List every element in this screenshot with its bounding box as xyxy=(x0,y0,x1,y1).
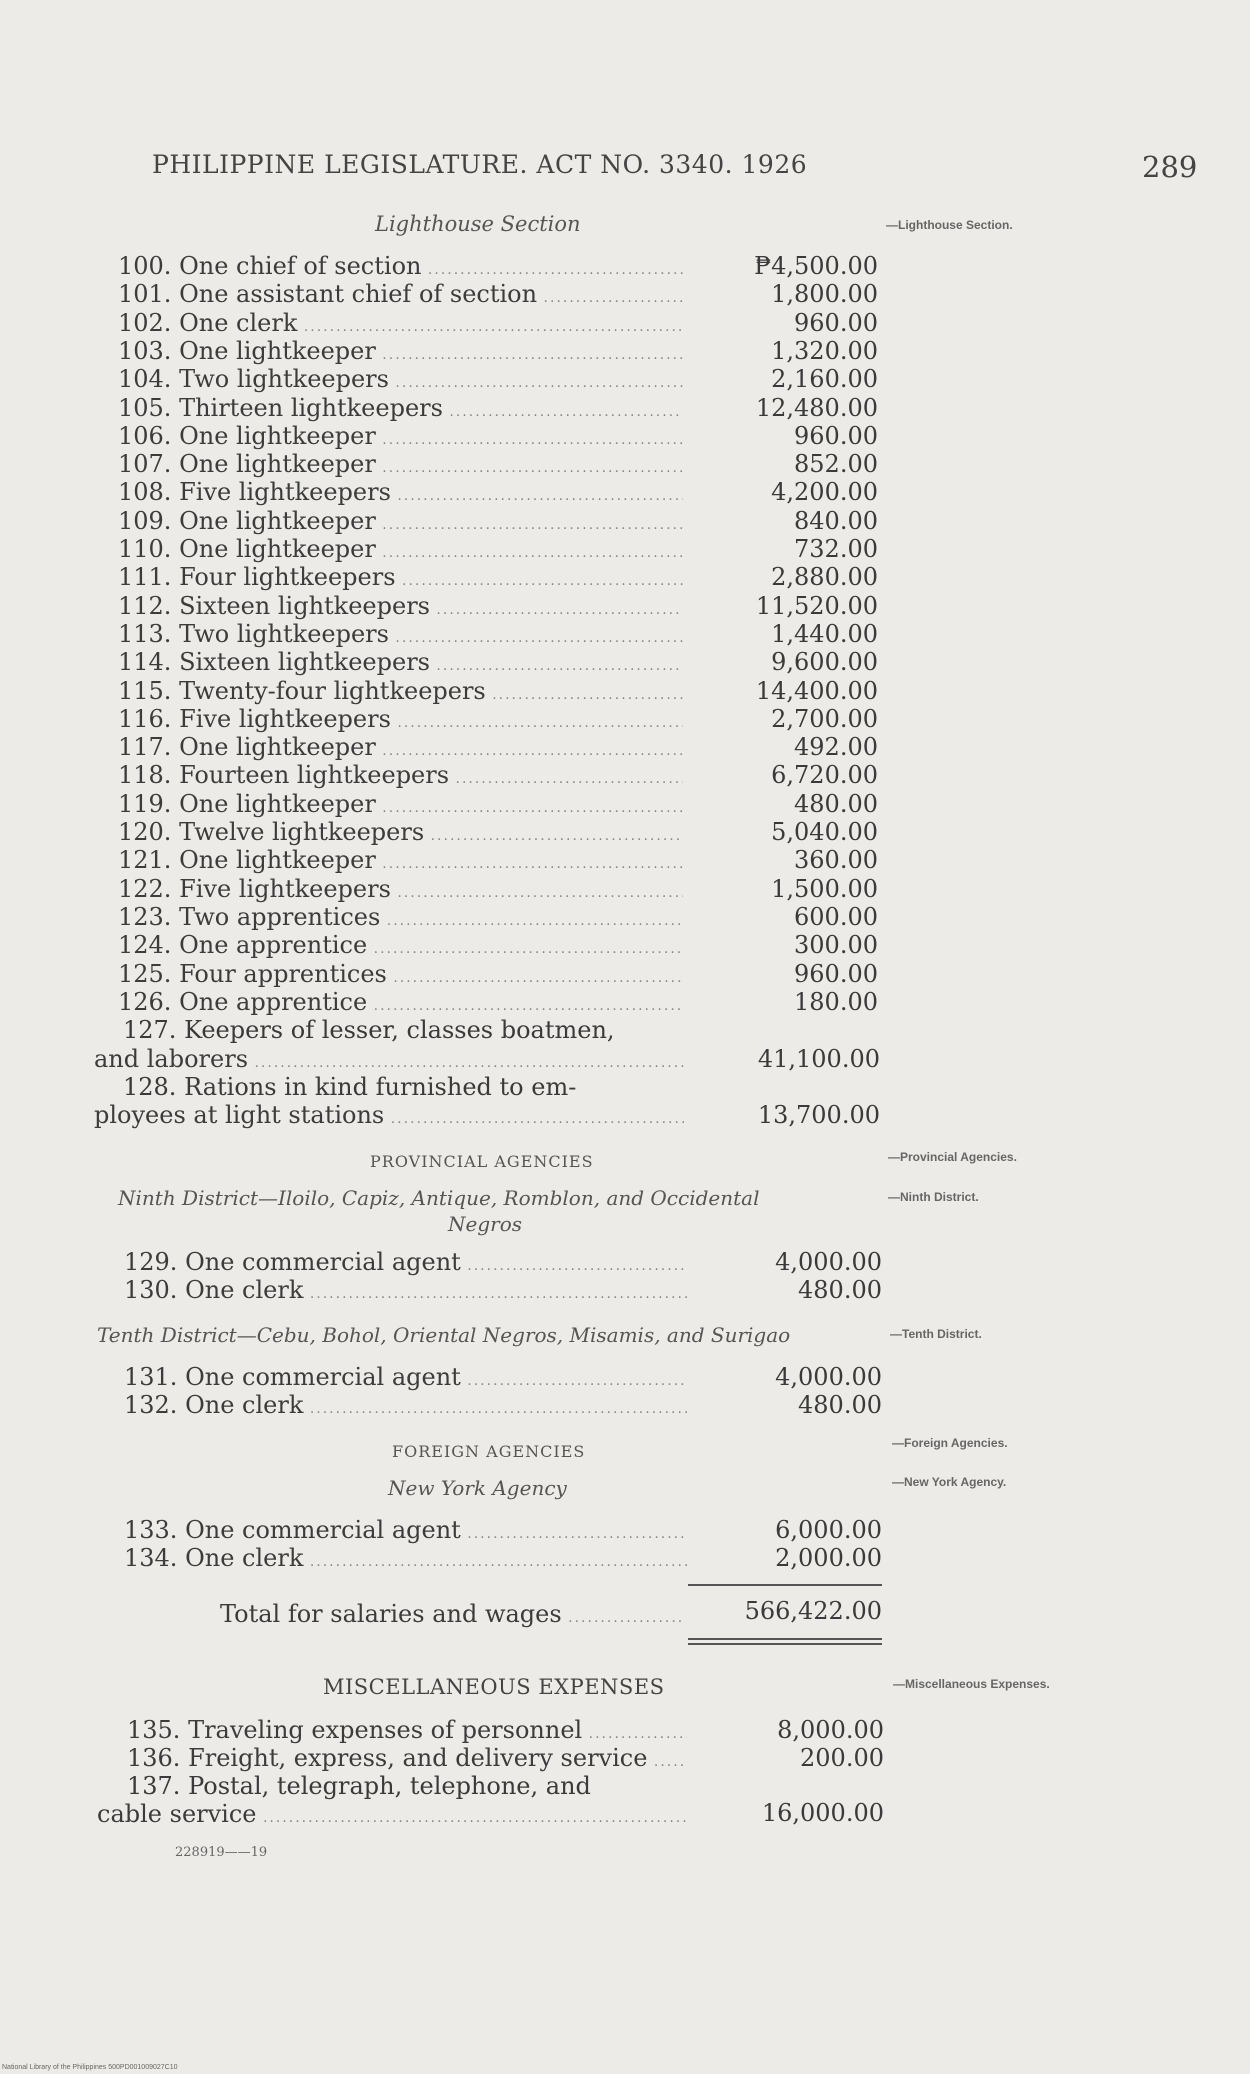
lighthouse-item-label: 100. One chief of section ..... xyxy=(118,252,683,280)
lighthouse-item-label: 116. Five lightkeepers ..... xyxy=(118,705,683,733)
subheading-new-york: New York Agency xyxy=(388,1476,567,1500)
item-127-line2: and laborers ..... xyxy=(94,1045,684,1073)
new-york-item-amount: 6,000.00 xyxy=(775,1516,882,1544)
lighthouse-item-amount: 9,600.00 xyxy=(771,648,878,677)
print-code: 228919——19 xyxy=(175,1845,268,1860)
lighthouse-item-label: 102. One clerk ..... xyxy=(118,309,683,337)
lighthouse-item-label: 103. One lightkeeper ..... xyxy=(118,337,683,365)
lighthouse-item-label: 107. One lightkeeper ..... xyxy=(118,450,683,478)
lighthouse-item-label: 120. Twelve lightkeepers ..... xyxy=(118,818,683,846)
item-137-line1: 137. Postal, telegraph, telephone, and xyxy=(127,1772,591,1800)
item-127-amount: 41,100.00 xyxy=(757,1045,880,1073)
lighthouse-item-amount: 960.00 xyxy=(794,959,878,988)
subheading-ninth-district-line2: Negros xyxy=(448,1212,523,1236)
lighthouse-item-amount: 1,800.00 xyxy=(771,280,878,309)
subheading-ninth-district: Ninth District—Iloilo, Capiz, Antique, Romblon, and Occidental xyxy=(118,1186,760,1210)
lighthouse-item-amount: 4,200.00 xyxy=(771,478,878,507)
running-header: PHILIPPINE LEGISLATURE. ACT NO. 3340. 1926 xyxy=(152,150,808,179)
misc-item-amount: 200.00 xyxy=(800,1744,884,1772)
ninth-district-item-label: 129. One commercial agent ..... xyxy=(124,1248,687,1276)
total-double-rule-a xyxy=(688,1638,882,1640)
margin-note-foreign: —Foreign Agencies. xyxy=(892,1436,1008,1450)
section-heading-foreign: FOREIGN AGENCIES xyxy=(392,1442,586,1461)
lighthouse-item-label: 124. One apprentice ..... xyxy=(118,931,683,959)
lighthouse-item-amount: 960.00 xyxy=(794,421,878,450)
lighthouse-item-label: 108. Five lightkeepers ..... xyxy=(118,478,683,506)
lighthouse-item-amount: 960.00 xyxy=(794,308,878,337)
lighthouse-item-label: 113. Two lightkeepers ..... xyxy=(118,620,683,648)
lighthouse-item-label: 110. One lightkeeper ..... xyxy=(118,535,683,563)
tenth-district-item-amount: 480.00 xyxy=(798,1391,882,1419)
tenth-district-item-amount: 4,000.00 xyxy=(775,1363,882,1391)
new-york-item-label: 133. One commercial agent ..... xyxy=(124,1516,687,1544)
subheading-tenth-district: Tenth District—Cebu, Bohol, Oriental Negros, Misamis, and Surigao xyxy=(97,1323,791,1347)
lighthouse-item-label: 125. Four apprentices ..... xyxy=(118,960,683,988)
margin-note-misc: —Miscellaneous Expenses. xyxy=(893,1677,1050,1691)
lighthouse-item-label: 112. Sixteen lightkeepers ..... xyxy=(118,592,683,620)
total-amount: 566,422.00 xyxy=(744,1597,882,1625)
lighthouse-item-amount: 11,520.00 xyxy=(755,591,878,620)
lighthouse-item-label: 106. One lightkeeper ..... xyxy=(118,422,683,450)
lighthouse-item-amount: 12,480.00 xyxy=(755,393,878,422)
lighthouse-item-amount: 732.00 xyxy=(794,535,878,563)
misc-item-label: 135. Traveling expenses of personnel ..... xyxy=(127,1716,687,1744)
lighthouse-item-amount: ₱4,500.00 xyxy=(754,252,878,280)
lighthouse-item-amount: 5,040.00 xyxy=(771,818,878,846)
item-128-amount: 13,700.00 xyxy=(757,1101,880,1129)
total-top-rule xyxy=(688,1584,882,1586)
lighthouse-item-label: 119. One lightkeeper ..... xyxy=(118,790,683,818)
total-double-rule-b xyxy=(688,1643,882,1645)
new-york-item-label: 134. One clerk ..... xyxy=(124,1544,687,1572)
new-york-item-amount: 2,000.00 xyxy=(775,1544,882,1572)
lighthouse-item-amount: 1,440.00 xyxy=(771,619,878,648)
lighthouse-item-amount: 480.00 xyxy=(794,789,878,818)
item-128-line2: ployees at light stations ..... xyxy=(94,1101,684,1129)
ninth-district-item-label: 130. One clerk ..... xyxy=(124,1276,687,1304)
lighthouse-item-amount: 360.00 xyxy=(794,846,878,875)
margin-note-provincial: —Provincial Agencies. xyxy=(888,1150,1017,1164)
lighthouse-item-label: 111. Four lightkeepers ..... xyxy=(118,563,683,591)
ninth-district-item-amount: 4,000.00 xyxy=(775,1248,882,1276)
lighthouse-item-label: 105. Thirteen lightkeepers ..... xyxy=(118,394,683,422)
lighthouse-item-label: 101. One assistant chief of section ..... xyxy=(118,280,683,308)
tenth-district-item-label: 131. One commercial agent ..... xyxy=(124,1363,687,1391)
margin-note-new-york: —New York Agency. xyxy=(892,1475,1007,1489)
lighthouse-item-amount: 840.00 xyxy=(794,506,878,535)
lighthouse-item-amount: 1,500.00 xyxy=(771,874,878,903)
lighthouse-item-amount: 300.00 xyxy=(794,931,878,960)
item-127-line1: 127. Keepers of lesser, classes boatmen, xyxy=(123,1016,615,1044)
item-128-line1: 128. Rations in kind furnished to em- xyxy=(123,1073,577,1101)
margin-note-ninth-district: —Ninth District. xyxy=(888,1190,979,1204)
lighthouse-item-label: 126. One apprentice ..... xyxy=(118,988,683,1016)
margin-note-tenth-district: —Tenth District. xyxy=(890,1327,982,1341)
item-137-line2: cable service ..... xyxy=(97,1800,687,1828)
total-label: Total for salaries and wages ..... xyxy=(220,1600,685,1628)
page-number: 289 xyxy=(1142,150,1198,184)
lighthouse-item-label: 122. Five lightkeepers ..... xyxy=(118,875,683,903)
lighthouse-item-label: 121. One lightkeeper ..... xyxy=(118,846,683,874)
misc-item-label: 136. Freight, express, and delivery service ..... xyxy=(127,1744,687,1772)
lighthouse-item-amount: 2,700.00 xyxy=(771,704,878,733)
section-heading-provincial: PROVINCIAL AGENCIES xyxy=(370,1152,594,1171)
item-137-amount: 16,000.00 xyxy=(761,1799,884,1827)
lighthouse-item-amount: 2,880.00 xyxy=(771,563,878,592)
lighthouse-item-amount: 180.00 xyxy=(794,987,878,1016)
lighthouse-item-amount: 492.00 xyxy=(794,733,878,762)
lighthouse-item-amount: 852.00 xyxy=(794,450,878,479)
lighthouse-item-amount: 600.00 xyxy=(794,902,878,931)
lighthouse-item-label: 109. One lightkeeper ..... xyxy=(118,507,683,535)
lighthouse-item-label: 118. Fourteen lightkeepers ..... xyxy=(118,761,683,789)
section-heading-misc: MISCELLANEOUS EXPENSES xyxy=(323,1675,665,1699)
lighthouse-item-amount: 6,720.00 xyxy=(771,761,878,790)
lighthouse-item-label: 115. Twenty-four lightkeepers ..... xyxy=(118,677,683,705)
misc-item-amount: 8,000.00 xyxy=(777,1716,884,1744)
tenth-district-item-label: 132. One clerk ..... xyxy=(124,1391,687,1419)
lighthouse-item-label: 117. One lightkeeper ..... xyxy=(118,733,683,761)
lighthouse-item-amount: 14,400.00 xyxy=(755,676,878,705)
lighthouse-item-label: 104. Two lightkeepers ..... xyxy=(118,365,683,393)
lighthouse-item-amount: 2,160.00 xyxy=(771,365,878,394)
ninth-district-item-amount: 480.00 xyxy=(798,1276,882,1304)
lighthouse-item-amount: 1,320.00 xyxy=(771,336,878,365)
scan-credit: National Library of the Philippines 500PD001009027C10 xyxy=(2,2064,178,2071)
lighthouse-item-label: 123. Two apprentices ..... xyxy=(118,903,683,931)
margin-note-lighthouse: —Lighthouse Section. xyxy=(886,218,1013,232)
lighthouse-item-label: 114. Sixteen lightkeepers ..... xyxy=(118,648,683,676)
section-heading-lighthouse: Lighthouse Section xyxy=(375,212,581,236)
